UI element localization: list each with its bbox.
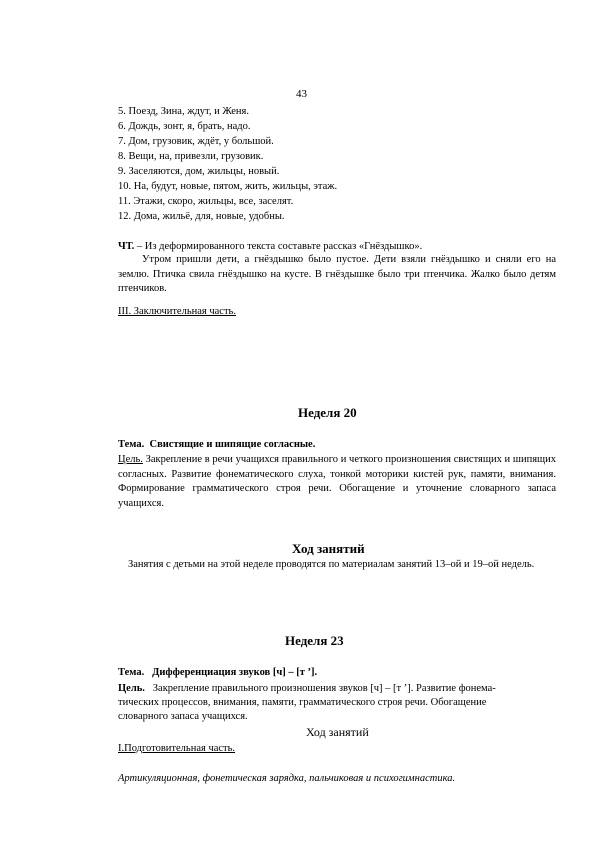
- week20-goal-text: Закрепление в речи учащихся правильного и четкого произношения свистящих и шипящих согласных. Развитие фонематического слуха, тонкой моторики кистей рук, памяти, внимания. Формирование грамматического строя речи. Обогащение и уточнение словарного запаса учащихся.: [118, 454, 556, 509]
- list-item: 7. Дом, грузовик, ждёт, у большой.: [118, 136, 274, 147]
- week23-topic-text: Дифференциация звуков [ч] – [т ’].: [152, 667, 318, 678]
- reading-text: Утром пришли дети, а гнёздышко было пустое. Дети взяли гнёздышко и сняли его на землю. Птичка свила гнёздышко на кусте. В гнёздышке было три птенчика. Жалко было детям птенчиков.: [118, 254, 556, 294]
- list-item: 9. Заселяются, дом, жильцы, новый.: [118, 166, 280, 177]
- week23-prep-part: I.Подготовительная часть.: [118, 743, 236, 754]
- week20-topic-label: Тема.: [118, 439, 145, 450]
- week23-goal-line1: [118, 682, 496, 696]
- week23-goal-line3: словарного запаса учащихся.: [118, 711, 248, 722]
- week23-topic: [118, 666, 317, 680]
- week23-course-title: Ход занятий: [306, 725, 369, 739]
- week23-title: Неделя 23: [285, 633, 344, 648]
- list-item: 10. На, будут, новые, пятом, жить, жильцы, этаж.: [118, 181, 338, 192]
- list-item: 8. Вещи, на, привезли, грузовик.: [118, 151, 264, 162]
- week20-course-text: Занятия с детьми на этой неделе проводятся по материалам занятий 13–ой и 19–ой недель.: [128, 559, 535, 570]
- week20-title: Неделя 20: [298, 405, 357, 420]
- reading-task: [118, 240, 422, 254]
- week23-goal-text1: Закрепление правильного произношения звуков [ч] – [т ’]. Развитие фонема-: [152, 683, 496, 694]
- list-item: 6. Дождь, зонт, я, брать, надо.: [118, 121, 251, 132]
- week23-italic-line: Артикуляционная, фонетическая зарядка, пальчиковая и психогимнастика.: [118, 773, 456, 784]
- page-number: 43: [296, 88, 307, 100]
- week20-topic-text: Свистящие и шипящие согласные.: [149, 439, 316, 450]
- week20-course-title: Ход занятий: [292, 541, 365, 556]
- week20-topic: [118, 438, 315, 452]
- week23-goal-line2: тических процессов, внимания, памяти, грамматического строя речи. Обогащение: [118, 697, 487, 708]
- list-item: 11. Этажи, скоро, жильцы, все, заселят.: [118, 196, 294, 207]
- week20-goal-label: Цель.: [118, 454, 143, 465]
- week20-goal: [118, 453, 556, 511]
- week23-topic-label: Тема.: [118, 667, 145, 678]
- reading-task-text: – Из деформированного текста составьте рассказ «Гнёздышко».: [134, 241, 423, 252]
- week23-goal-label: Цель.: [118, 683, 145, 694]
- reading-label: ЧТ.: [118, 241, 135, 252]
- final-part-heading: III. Заключительная часть.: [118, 306, 236, 317]
- sentence-list: [118, 104, 337, 224]
- list-item: 12. Дома, жильё, для, новые, удобны.: [118, 211, 285, 222]
- list-item: 5. Поезд, Зина, ждут, и Женя.: [118, 106, 249, 117]
